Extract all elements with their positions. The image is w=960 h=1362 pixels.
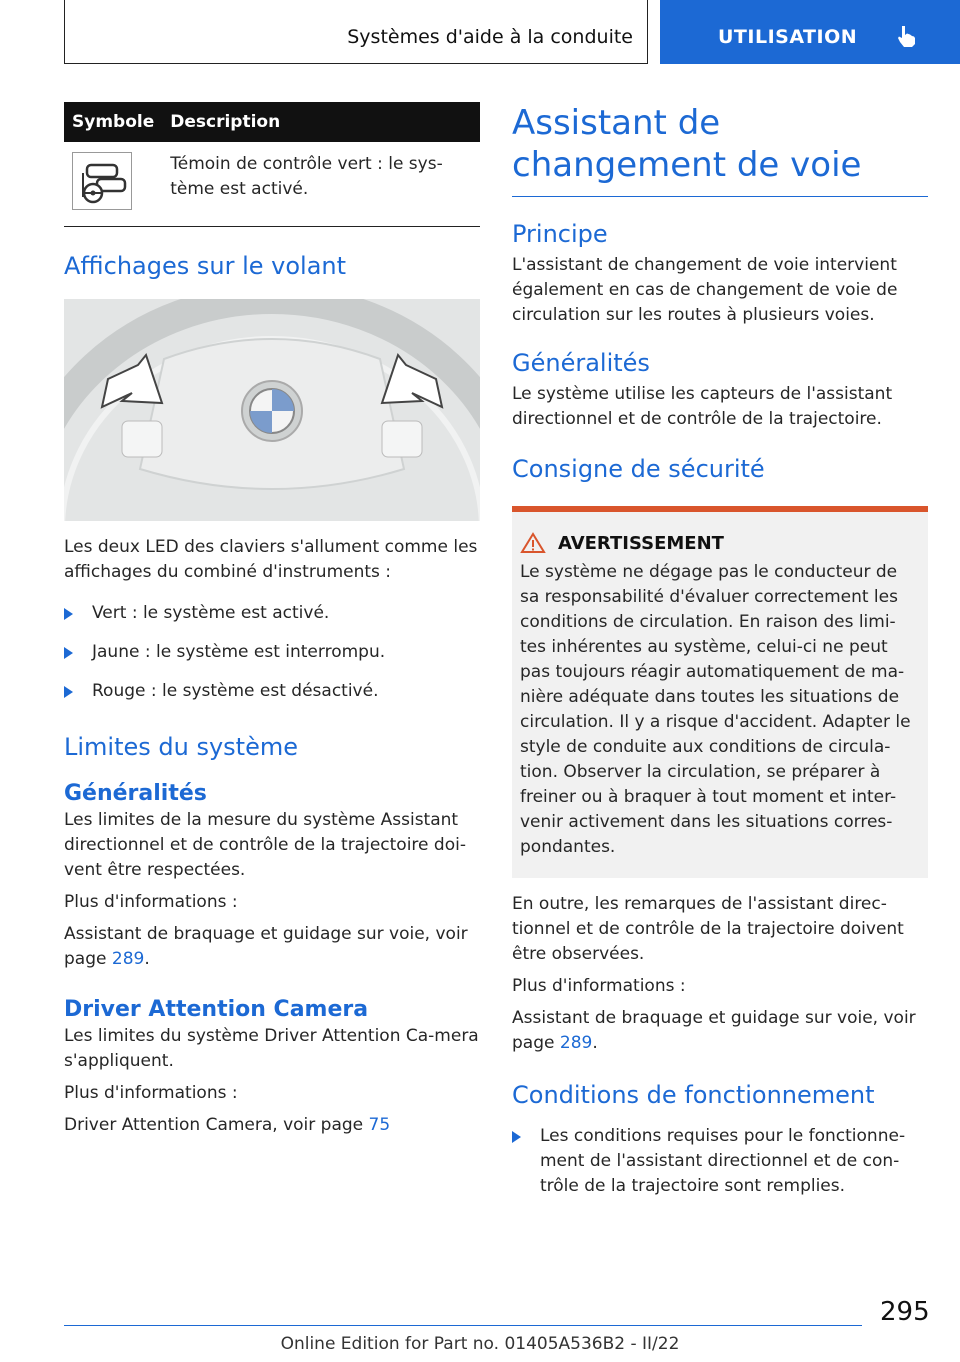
reference-paragraph: Assistant de braquage et guidage sur voie, voir page 289. xyxy=(512,1008,916,1053)
right-column xyxy=(512,102,928,1207)
subheading-driver-attention-camera: Driver Attention Camera xyxy=(64,997,369,1022)
bullet-triangle-icon xyxy=(64,686,73,698)
warning-triangle-icon xyxy=(520,532,546,554)
page-number: 295 xyxy=(880,1297,930,1327)
edition-footer: Online Edition for Part no. 01405A536B2 - II/22 xyxy=(280,1334,680,1354)
lane-change-assistant-icon xyxy=(72,152,132,210)
list-item: Jaune : le système est interrompu. xyxy=(64,640,480,665)
header-section-title: Systèmes d'aide à la conduite xyxy=(347,26,633,48)
symbol-table xyxy=(64,102,480,227)
led-status-list xyxy=(64,601,480,704)
plus-info-label: Plus d'informations : xyxy=(64,1083,238,1103)
table-header-description: Description xyxy=(162,102,480,142)
plus-info-label: Plus d'informations : xyxy=(512,976,686,996)
warning-title: AVERTISSEMENT xyxy=(558,532,724,554)
plus-info-label: Plus d'informations : xyxy=(64,892,238,912)
header-chapter-box[interactable] xyxy=(660,0,960,64)
conditions-list xyxy=(512,1124,928,1199)
limites-generalites-text: Les limites de la mesure du système Assistant directionnel et de contrôle de la trajectoire doi-vent être respectées. xyxy=(64,810,466,880)
bullet-triangle-icon xyxy=(512,1131,521,1143)
generalites-text: Le système utilise les capteurs de l'assistant directionnel et de contrôle de la trajectoire. xyxy=(512,384,893,429)
list-item: Les conditions requises pour le fonctionne-ment de l'assistant directionnel et de con-trôle de la trajectoire sont remplies. xyxy=(512,1124,928,1199)
section-heading-limites: Limites du système xyxy=(64,733,298,761)
steering-wheel-illustration xyxy=(64,299,480,521)
left-column xyxy=(64,102,480,1138)
section-heading-generalites: Généralités xyxy=(512,349,650,377)
header-chapter-label: UTILISATION xyxy=(718,26,858,48)
page-link[interactable]: 75 xyxy=(368,1115,391,1135)
table-row-description: Témoin de contrôle vert : le sys-tème est activé. xyxy=(170,154,443,199)
section-heading-affichages: Affichages sur le volant xyxy=(64,252,347,280)
bullet-triangle-icon xyxy=(64,608,73,620)
reference-paragraph: Assistant de braquage et guidage sur voie, voir page 289. xyxy=(64,924,468,969)
reference-paragraph: Driver Attention Camera, voir page 75 xyxy=(64,1115,391,1135)
dac-text: Les limites du système Driver Attention Ca-mera s'appliquent. xyxy=(64,1026,479,1071)
warning-text: Le système ne dégage pas le conducteur de sa responsabilité d'évaluer correctement les conditions de circulation. En raison des limi-tes inhérentes au système, celui-ci ne peut pas toujours réagir automatiquement de ma-nière adéquate dans toutes les situations de circulation. Il y a risque d'accident. Adapter le style de conduite aux conditions de circula-tion. Observer la circulation, se préparer à freiner ou à braquer à tout moment et inter-venir activement dans les situations corres-pondantes. xyxy=(520,562,911,857)
warning-box xyxy=(512,506,928,878)
section-heading-principe: Principe xyxy=(512,220,608,248)
page-link[interactable]: 289 xyxy=(111,949,145,969)
page-link[interactable]: 289 xyxy=(559,1033,593,1053)
table-row xyxy=(64,142,480,227)
footer-divider xyxy=(64,1325,862,1326)
section-heading-consigne: Consigne de sécurité xyxy=(512,455,765,483)
hand-pointer-icon xyxy=(896,24,918,48)
affichages-intro: Les deux LED des claviers s'allument comme les affichages du combiné d'instruments : xyxy=(64,537,478,582)
section-heading-conditions: Conditions de fonctionnement xyxy=(512,1081,875,1109)
subheading-generalites: Généralités xyxy=(64,781,207,806)
bullet-triangle-icon xyxy=(64,647,73,659)
list-item: Vert : le système est activé. xyxy=(64,601,480,626)
header-section-box xyxy=(64,0,648,64)
page-title: Assistant de changement de voie xyxy=(512,103,862,185)
after-warning-text: En outre, les remarques de l'assistant direc-tionnel et de contrôle de la trajectoire doivent être observées. xyxy=(512,894,904,964)
principe-text: L'assistant de changement de voie intervient également en cas de changement de voie de circulation sur les routes à plusieurs voies. xyxy=(512,255,898,325)
list-item: Rouge : le système est désactivé. xyxy=(64,679,480,704)
table-header-symbol: Symbole xyxy=(64,102,162,142)
